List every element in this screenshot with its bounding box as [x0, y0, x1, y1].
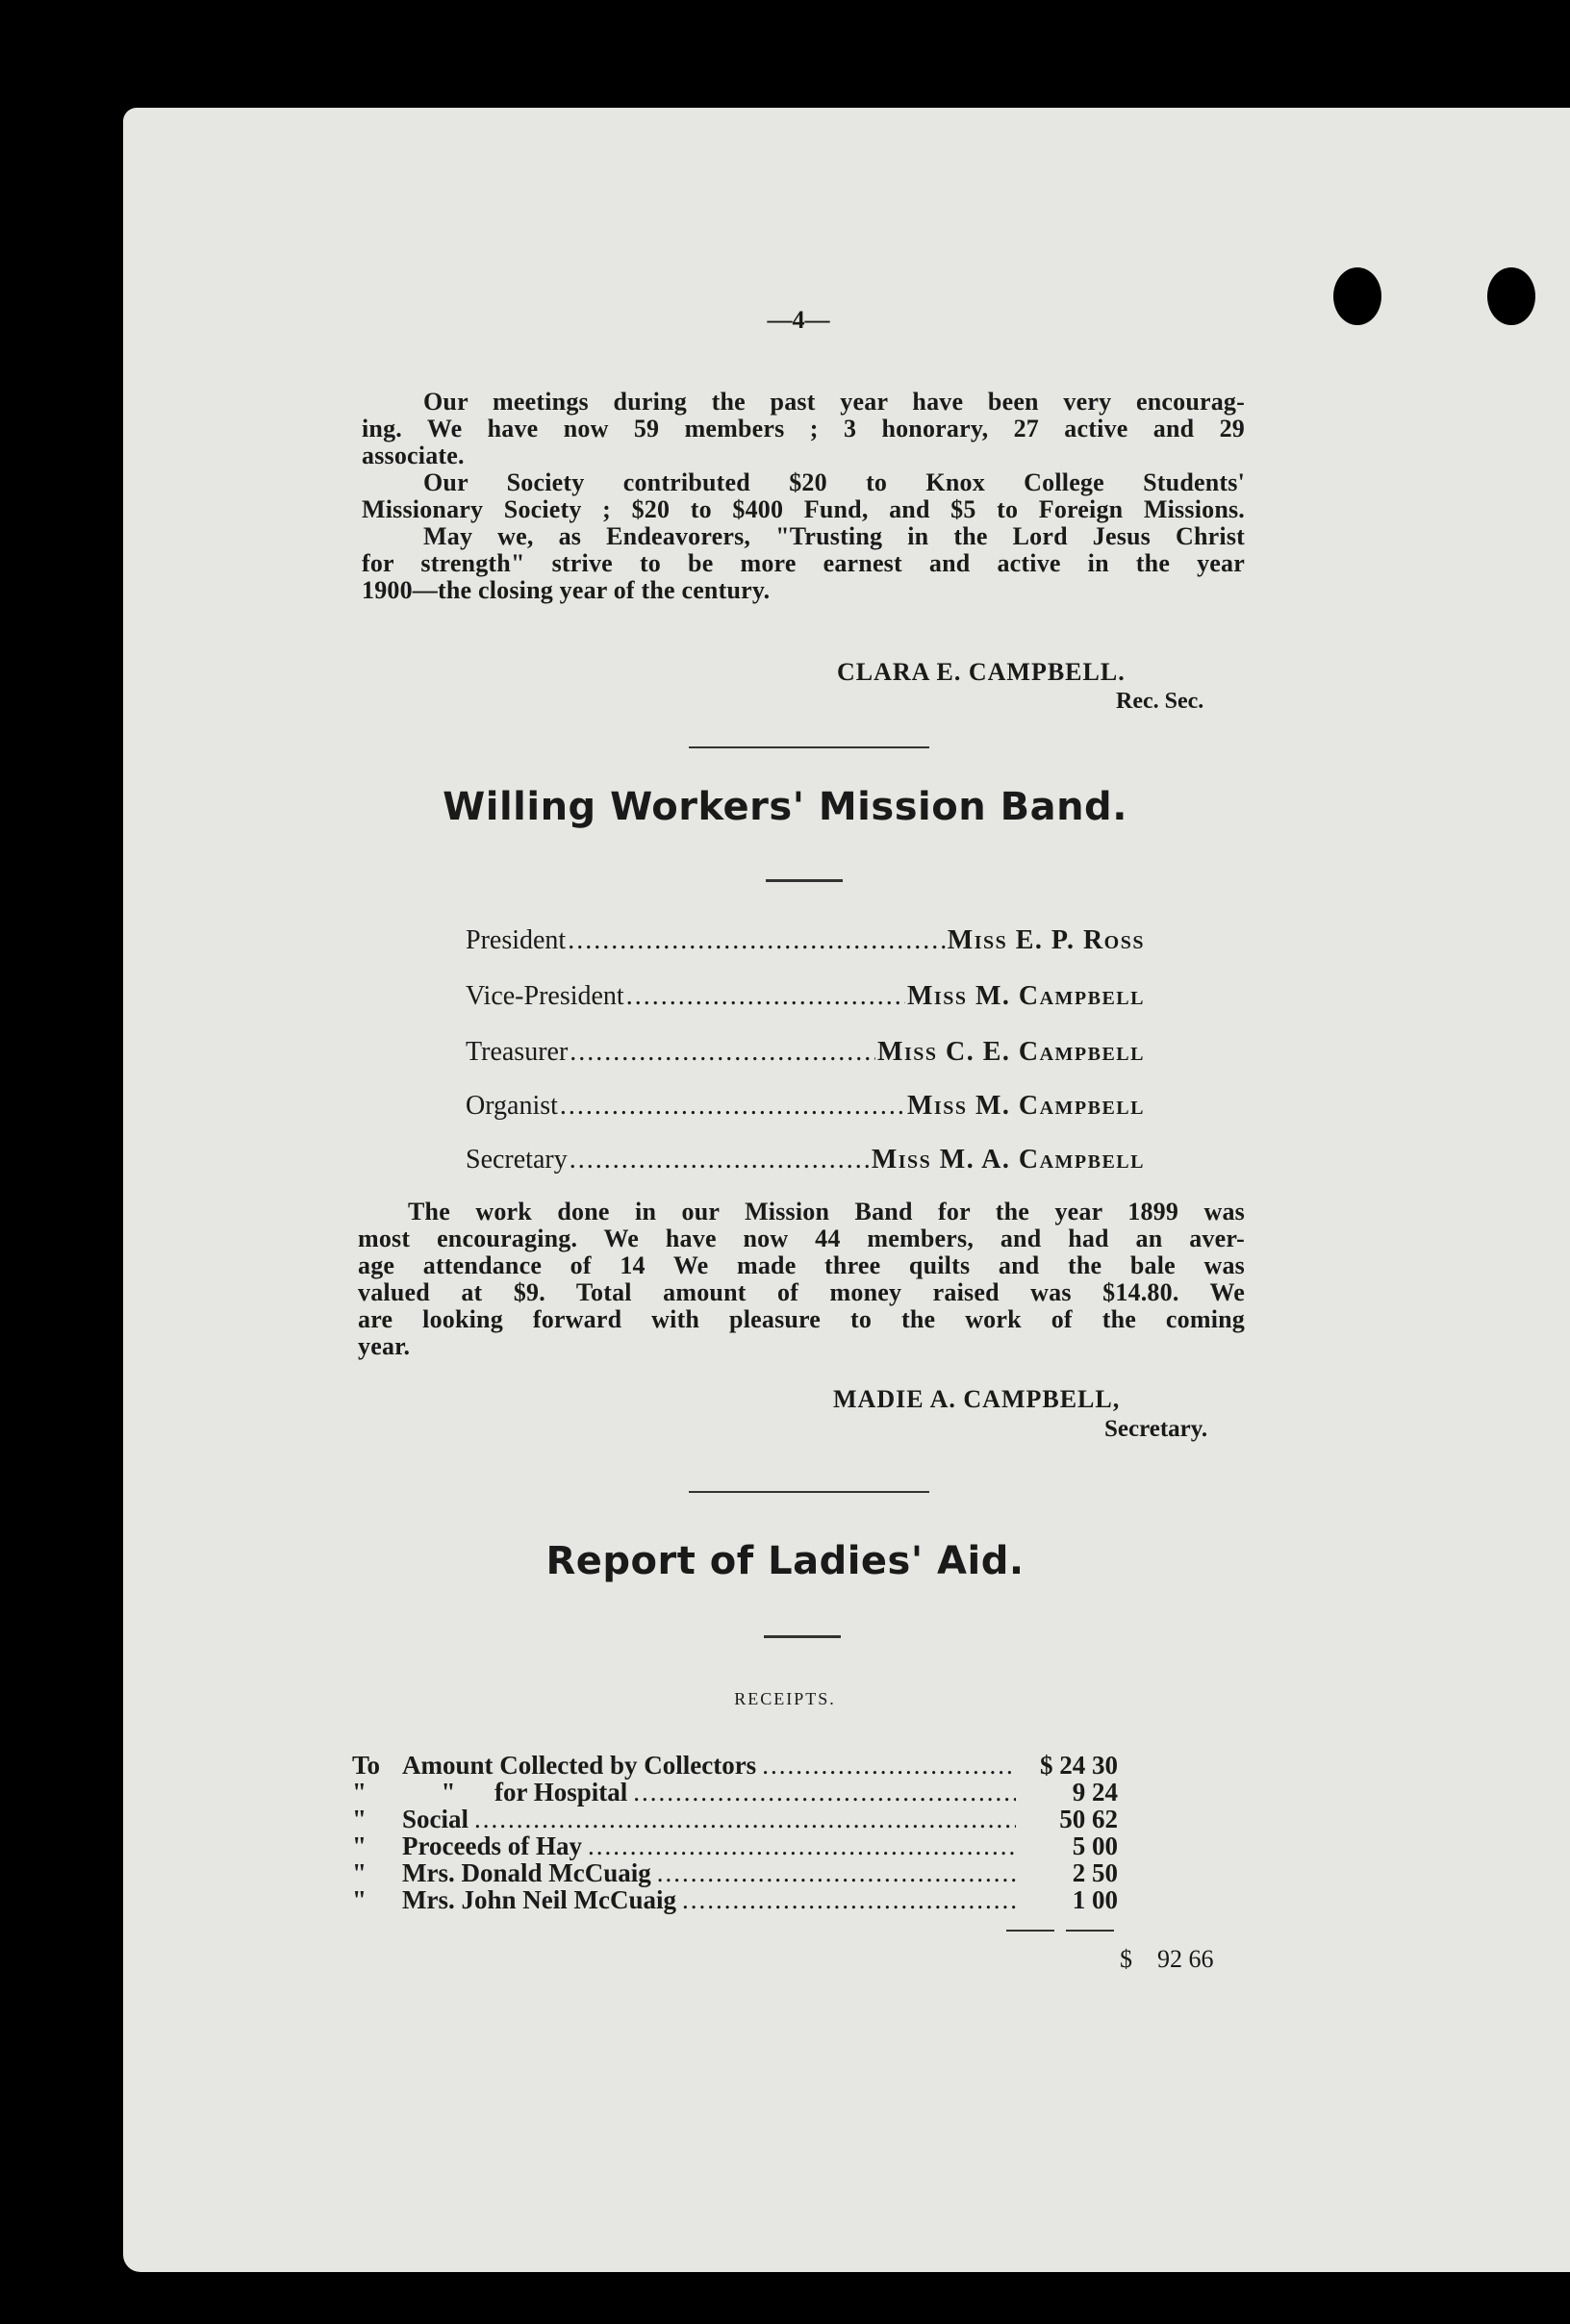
leader-dots	[588, 1831, 1016, 1861]
leader-dots	[633, 1778, 1016, 1807]
endeavor-signature-name: CLARA E. CAMPBELL.	[837, 658, 1126, 686]
receipt-label: Social	[402, 1805, 469, 1833]
officer-name: Miss M. A. Campbell	[871, 1145, 1145, 1175]
section-divider	[689, 746, 929, 748]
officer-row	[466, 981, 1145, 1012]
page-number: —4—	[767, 306, 830, 334]
receipt-amount: 5 00	[1072, 1831, 1118, 1860]
receipt-amount: 2 50	[1072, 1858, 1118, 1887]
text-line: valued at $9. Total amount of money raised was $14.80. We	[358, 1278, 1245, 1306]
ditto-mark: "	[352, 1778, 367, 1806]
receipt-amount: $ 24 30	[1040, 1751, 1118, 1780]
receipt-label: Mrs. John Neil McCuaig	[402, 1885, 676, 1914]
sum-rule	[1006, 1930, 1054, 1932]
ditto-mark: "	[352, 1858, 367, 1887]
officer-row	[466, 1091, 1145, 1122]
officer-name: Miss C. E. Campbell	[877, 1037, 1145, 1067]
receipt-amount: 50 62	[1059, 1805, 1118, 1833]
text-line: ing. We have now 59 members ; 3 honorary, 27 active and 29	[362, 415, 1245, 442]
leader-dots	[570, 1037, 875, 1068]
mission-band-signature-title: Secretary.	[1104, 1416, 1208, 1442]
leader-dots	[570, 1145, 870, 1175]
text-line: for strength" strive to be more earnest and active in the year	[362, 549, 1245, 577]
leader-dots	[657, 1858, 1016, 1888]
text-line: The work done in our Mission Band for the year 1899 was	[408, 1198, 1245, 1225]
officer-role: Organist	[466, 1091, 558, 1121]
text-line: year.	[358, 1332, 411, 1360]
receipt-label: Proceeds of Hay	[402, 1831, 582, 1860]
receipts-total: $ 92 66	[1120, 1945, 1214, 1973]
text-line: May we, as Endeavorers, "Trusting in the Lord Jesus Christ	[423, 522, 1245, 550]
text-line: are looking forward with pleasure to the work of the coming	[358, 1305, 1245, 1333]
officer-name: Miss M. Campbell	[906, 981, 1145, 1011]
ditto-mark: "	[352, 1805, 367, 1833]
leader-dots	[762, 1751, 1016, 1781]
officer-role: Treasurer	[466, 1037, 569, 1067]
officer-name: Miss M. Campbell	[906, 1091, 1145, 1121]
endeavor-signature-title: Rec. Sec.	[1116, 689, 1204, 714]
leader-dots	[560, 1091, 905, 1122]
officer-name: Miss E. P. Ross	[947, 925, 1145, 955]
leader-dots	[568, 925, 946, 956]
ditto-mark: To	[352, 1751, 381, 1780]
officer-role: Secretary	[466, 1145, 568, 1175]
officer-role: Vice-President	[466, 981, 624, 1011]
officer-row	[466, 1145, 1145, 1175]
receipt-label: Amount Collected by Collectors	[402, 1751, 757, 1780]
text-line: associate.	[362, 442, 465, 469]
text-line: Our meetings during the past year have been very encourag-	[423, 388, 1245, 416]
officer-row	[466, 925, 1145, 956]
receipt-row	[352, 1778, 1118, 1805]
receipt-amount: 1 00	[1072, 1885, 1118, 1914]
receipt-amount: 9 24	[1072, 1778, 1118, 1806]
officer-role: President	[466, 925, 567, 955]
text-line: 1900—the closing year of the century.	[362, 576, 771, 604]
leader-dots	[626, 981, 905, 1012]
mission-band-signature-name: MADIE A. CAMPBELL,	[833, 1385, 1121, 1413]
binder-hole	[1487, 267, 1535, 325]
ditto-mark: "	[352, 1885, 367, 1914]
binder-hole	[1333, 267, 1381, 325]
receipt-row	[352, 1831, 1118, 1858]
receipt-label: Mrs. Donald McCuaig	[402, 1858, 651, 1887]
receipt-row	[352, 1885, 1118, 1912]
leader-dots	[682, 1885, 1016, 1915]
officer-row	[466, 1037, 1145, 1068]
sum-rule	[1066, 1930, 1114, 1932]
endeavor-paragraph	[362, 389, 1245, 604]
receipt-label: " for Hospital	[402, 1778, 628, 1806]
leader-dots	[474, 1805, 1016, 1834]
text-line: Missionary Society ; $20 to $400 Fund, and $5 to Foreign Missions.	[362, 495, 1245, 523]
section-divider	[689, 1491, 929, 1493]
receipt-row	[352, 1805, 1118, 1831]
receipt-row	[352, 1751, 1118, 1778]
text-line: Our Society contributed $20 to Knox College Students'	[423, 468, 1245, 496]
receipt-row	[352, 1858, 1118, 1885]
ditto-mark: "	[352, 1831, 367, 1860]
text-line: age attendance of 14 We made three quilts and the bale was	[358, 1251, 1245, 1279]
receipts-heading: RECEIPTS.	[734, 1689, 836, 1708]
title-underline	[764, 1635, 841, 1638]
title-underline	[766, 879, 843, 882]
text-line: most encouraging. We have now 44 members, and had an aver-	[358, 1225, 1245, 1252]
mission-band-paragraph	[358, 1199, 1245, 1360]
mission-band-title: Willing Workers' Mission Band.	[443, 785, 1127, 829]
ladies-aid-title: Report of Ladies' Aid.	[545, 1539, 1025, 1583]
